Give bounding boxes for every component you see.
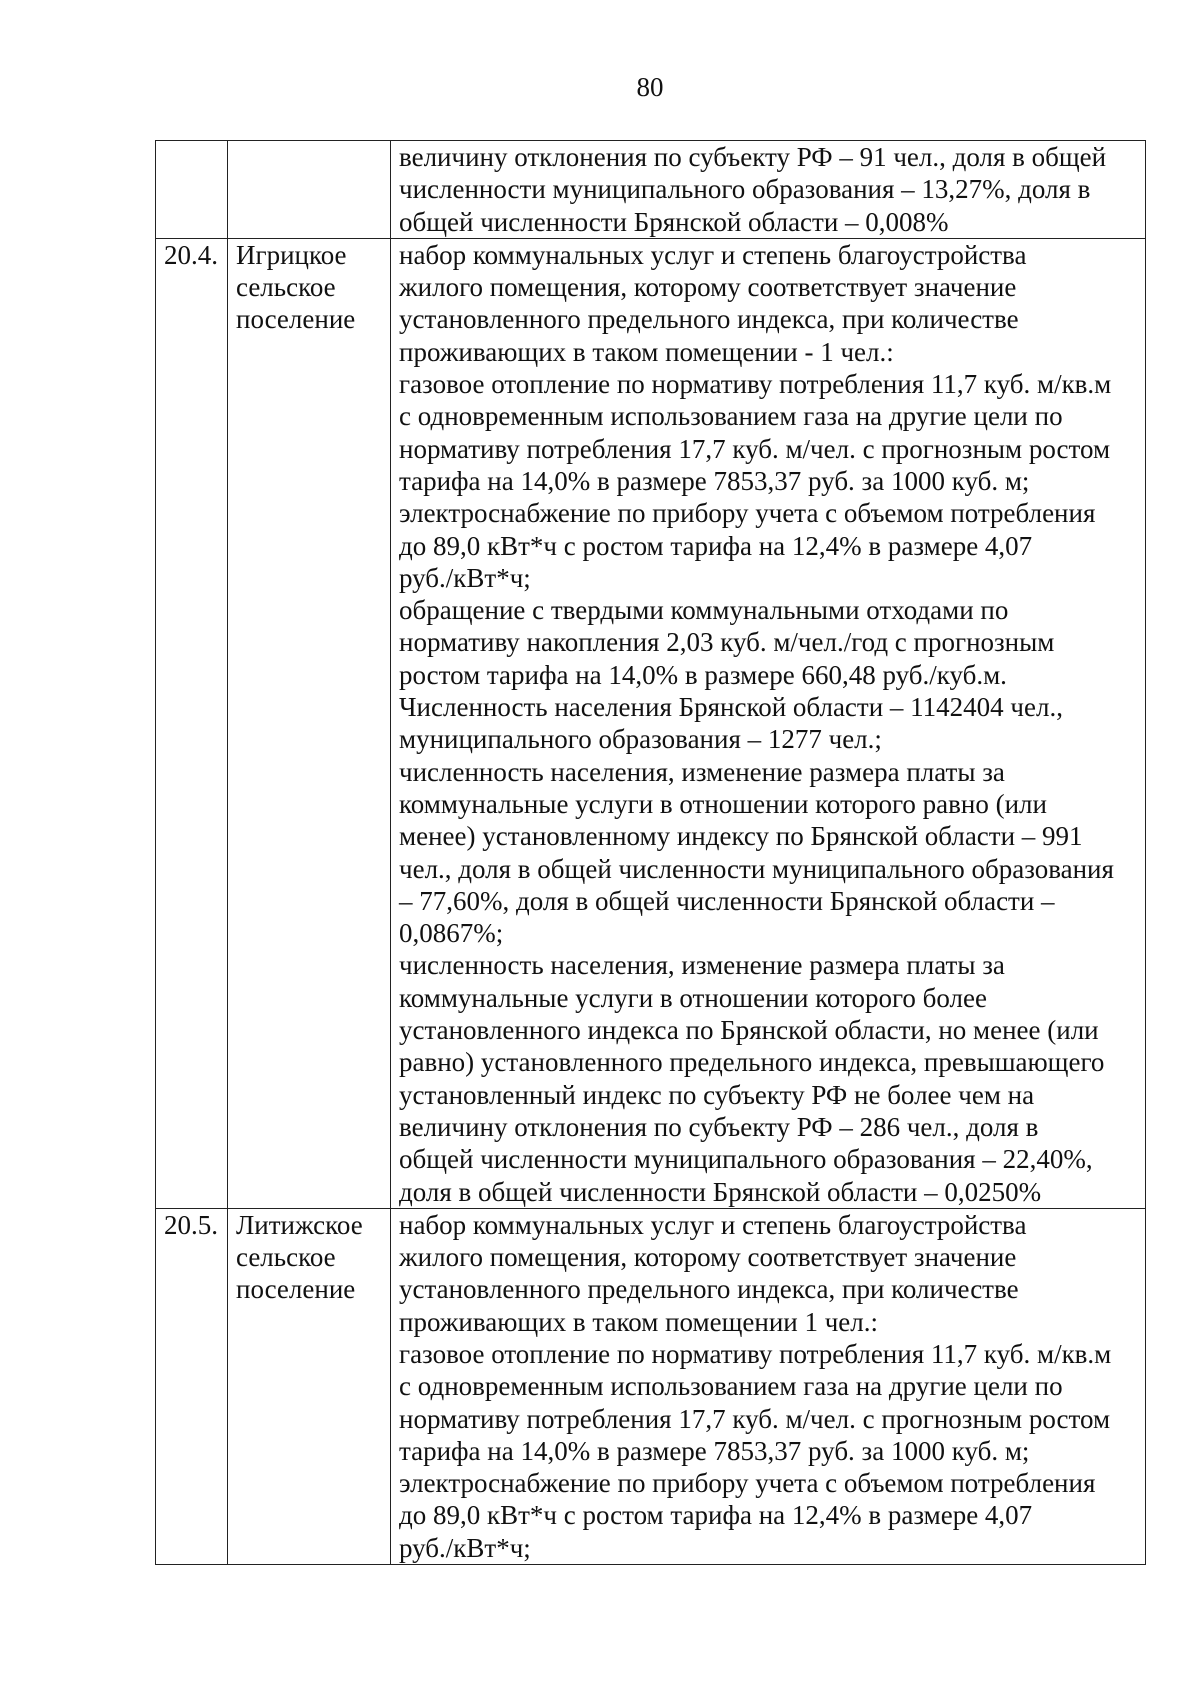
description-line: до 89,0 кВт*ч с ростом тарифа на 12,4% в размере 4,07	[399, 530, 1033, 561]
description-line: коммунальные услуги в отношении которого равно (или	[399, 788, 1047, 819]
description-line: нормативу потребления 17,7 куб. м/чел. с прогнозным ростом	[399, 1403, 1111, 1434]
description-cell	[391, 141, 1146, 239]
description-line: доля в общей численности Брянской области – 0,0250%	[399, 1176, 1042, 1207]
description-line: с одновременным использованием газа на другие цели по	[399, 401, 1063, 432]
description-line: обращение с твердыми коммунальными отходами по	[399, 595, 1009, 626]
description-line: муниципального образования – 1277 чел.;	[399, 724, 882, 755]
description-line: жилого помещения, которому соответствует значение	[399, 1242, 1017, 1273]
description-line: нормативу потребления 17,7 куб. м/чел. с прогнозным ростом	[399, 433, 1111, 464]
description-line: коммунальные услуги в отношении которого более	[399, 982, 987, 1013]
description-line: – 77,60%, доля в общей численности Брянской области –	[399, 885, 1055, 916]
description-line: общей численности муниципального образования – 22,40%,	[399, 1144, 1093, 1175]
description-line: установленный индекс по субъекту РФ не более чем на	[399, 1079, 1035, 1110]
description-line: установленного предельного индекса, при количестве	[399, 304, 1019, 335]
description-cell	[391, 238, 1146, 1208]
table-body	[156, 141, 1146, 1565]
description-line: величину отклонения по субъекту РФ – 286 чел., доля в	[399, 1111, 1039, 1142]
description-line: установленного индекса по Брянской области, но менее (или	[399, 1015, 1099, 1046]
description-line: тарифа на 14,0% в размере 7853,37 руб. за 1000 куб. м;	[399, 465, 1030, 496]
description-line: электроснабжение по прибору учета с объемом потребления	[399, 1468, 1096, 1499]
row-number: 20.4.	[156, 238, 228, 1208]
description-line: Численность населения Брянской области – 1142404 чел.,	[399, 692, 1063, 723]
settlement-name-line: сельское	[236, 1242, 336, 1273]
settlement-name-line: Игрицкое	[236, 239, 347, 270]
description-line: установленного предельного индекса, при количестве	[399, 1274, 1019, 1305]
description-line: 0,0867%;	[399, 918, 504, 949]
description-line: с одновременным использованием газа на другие цели по	[399, 1371, 1063, 1402]
tariff-table	[155, 140, 1146, 1565]
description-line: газовое отопление по нормативу потребления 11,7 куб. м/кв.м	[399, 1338, 1112, 1369]
description-line: набор коммунальных услуг и степень благоустройства	[399, 239, 1027, 270]
description-line: численность населения, изменение размера платы за	[399, 950, 1005, 981]
description-line: проживающих в таком помещении - 1 чел.:	[399, 336, 894, 367]
description-line: общей численности Брянской области – 0,008%	[399, 206, 949, 237]
settlement-name	[228, 141, 391, 239]
description-line: численность населения, изменение размера платы за	[399, 756, 1005, 787]
settlement-name-line: поселение	[236, 304, 356, 335]
description-line: руб./кВт*ч;	[399, 1532, 531, 1563]
description-line: набор коммунальных услуг и степень благоустройства	[399, 1209, 1027, 1240]
description-line: газовое отопление по нормативу потребления 11,7 куб. м/кв.м	[399, 369, 1112, 400]
description-line: численности муниципального образования – 13,27%, доля в	[399, 174, 1091, 205]
description-line: проживающих в таком помещении 1 чел.:	[399, 1306, 879, 1337]
description-line: руб./кВт*ч;	[399, 562, 531, 593]
settlement-name	[228, 1208, 391, 1564]
description-line: нормативу накопления 2,03 куб. м/чел./год с прогнозным	[399, 627, 1055, 658]
row-number: 20.5.	[156, 1208, 228, 1564]
table-row	[156, 1208, 1146, 1564]
description-line: ростом тарифа на 14,0% в размере 660,48 руб./куб.м.	[399, 659, 1007, 690]
table-row	[156, 141, 1146, 239]
page-number: 80	[636, 72, 664, 102]
description-line: менее) установленному индексу по Брянской области – 991	[399, 821, 1083, 852]
description-line: чел., доля в общей численности муниципального образования	[399, 853, 1114, 884]
description-line: до 89,0 кВт*ч с ростом тарифа на 12,4% в размере 4,07	[399, 1500, 1033, 1531]
settlement-name-line: поселение	[236, 1274, 356, 1305]
table-row	[156, 238, 1146, 1208]
description-line: жилого помещения, которому соответствует значение	[399, 272, 1017, 303]
description-line: тарифа на 14,0% в размере 7853,37 руб. за 1000 куб. м;	[399, 1435, 1030, 1466]
description-line: величину отклонения по субъекту РФ – 91 чел., доля в общей	[399, 142, 1107, 172]
settlement-name-line: сельское	[236, 272, 336, 303]
description-line: электроснабжение по прибору учета с объемом потребления	[399, 498, 1096, 529]
settlement-name-line: Литижское	[236, 1209, 363, 1240]
settlement-name	[228, 238, 391, 1208]
row-number	[156, 141, 228, 239]
description-cell	[391, 1208, 1146, 1564]
description-line: равно) установленного предельного индекса, превышающего	[399, 1047, 1105, 1078]
